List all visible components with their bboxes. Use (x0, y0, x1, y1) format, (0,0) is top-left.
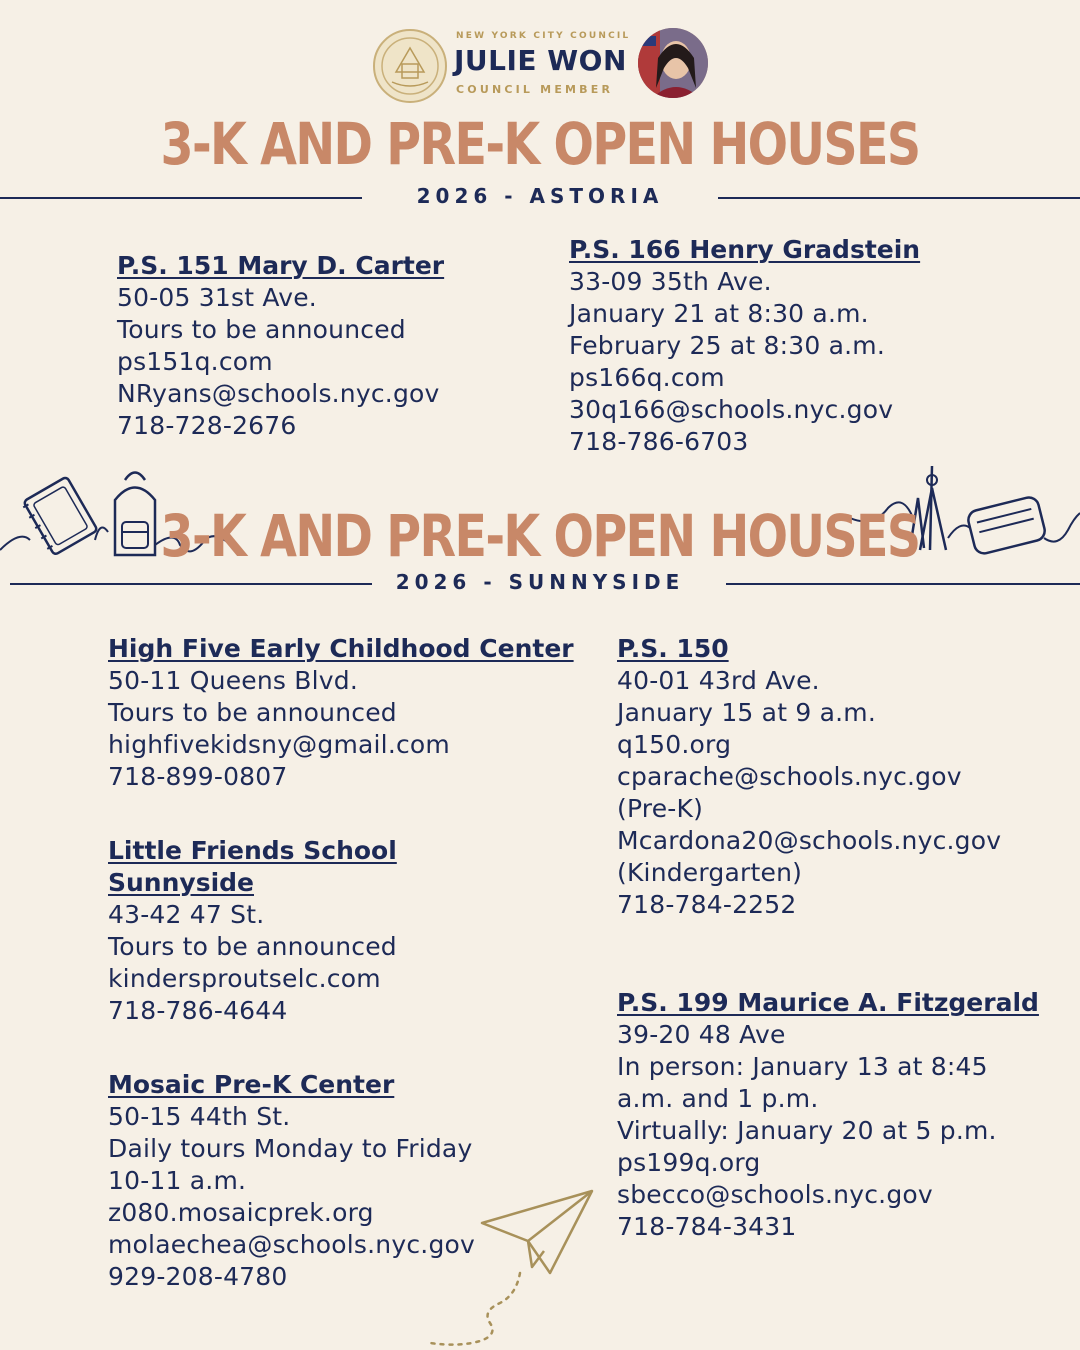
section-subtitle-astoria: 2026 - ASTORIA (416, 184, 664, 208)
school-name: P.S. 150 (617, 634, 729, 663)
address: 50-15 44th St. (108, 1102, 291, 1131)
email: 30q166@schools.nyc.gov (569, 395, 894, 424)
school-name: Little Friends School (108, 836, 397, 865)
phone: 718-728-2676 (117, 411, 297, 440)
email: Mcardona20@schools.nyc.gov (617, 826, 1002, 855)
tour-date: February 25 at 8:30 a.m. (569, 331, 886, 360)
section-subtitle-sunnyside: 2026 - SUNNYSIDE (395, 570, 685, 594)
tour-date: January 21 at 8:30 a.m. (569, 299, 869, 328)
tour-info: Tours to be announced (108, 932, 397, 961)
school-name: P.S. 151 Mary D. Carter (117, 251, 445, 280)
website: ps199q.org (617, 1148, 761, 1177)
tour-date: January 15 at 9 a.m. (617, 698, 876, 727)
website: kindersproutselc.com (108, 964, 381, 993)
school-name-cont: Sunnyside (108, 868, 254, 897)
divider-right (726, 583, 1080, 585)
email: cparache@schools.nyc.gov (617, 762, 962, 791)
avatar (638, 28, 708, 98)
tour-info: Tours to be announced (117, 315, 406, 344)
phone: 718-786-4644 (108, 996, 288, 1025)
email-note: (Pre-K) (617, 794, 704, 823)
address: 40-01 43rd Ave. (617, 666, 820, 695)
phone: 718-899-0807 (108, 762, 288, 791)
address: 33-09 35th Ave. (569, 267, 772, 296)
website: q150.org (617, 730, 732, 759)
website: ps166q.com (569, 363, 725, 392)
member-name: JULIE WON (454, 44, 627, 77)
org-line: NEW YORK CITY COUNCIL (456, 31, 631, 41)
tour-info: Daily tours Monday to Friday (108, 1134, 473, 1163)
email: NRyans@schools.nyc.gov (117, 379, 440, 408)
school-little-friends (108, 835, 568, 1027)
section-title-astoria: 3-K AND PRE-K OPEN HOUSES (160, 110, 920, 178)
school-ps166 (569, 234, 1049, 458)
tour-info: In person: January 13 at 8:45 (617, 1052, 988, 1081)
section-title-sunnyside: 3-K AND PRE-K OPEN HOUSES (160, 502, 920, 570)
email: molaechea@schools.nyc.gov (108, 1230, 475, 1259)
address: 50-11 Queens Blvd. (108, 666, 358, 695)
paper-plane-icon (420, 1185, 600, 1350)
tour-time: 10-11 a.m. (108, 1166, 247, 1195)
phone: 718-784-3431 (617, 1212, 797, 1241)
school-high-five (108, 633, 598, 793)
address: 39-20 48 Ave (617, 1020, 786, 1049)
website: z080.mosaicprek.org (108, 1198, 374, 1227)
divider-right (718, 197, 1080, 199)
virtual-tour: Virtually: January 20 at 5 p.m. (617, 1116, 997, 1145)
email: highfivekidsny@gmail.com (108, 730, 450, 759)
tour-info: Tours to be announced (108, 698, 397, 727)
school-name: Mosaic Pre-K Center (108, 1070, 395, 1099)
website: ps151q.com (117, 347, 273, 376)
phone: 718-784-2252 (617, 890, 797, 919)
school-name: P.S. 199 Maurice A. Fitzgerald (617, 988, 1039, 1017)
email: sbecco@schools.nyc.gov (617, 1180, 933, 1209)
email-note: (Kindergarten) (617, 858, 803, 887)
role-line: COUNCIL MEMBER (456, 83, 614, 96)
address: 50-05 31st Ave. (117, 283, 317, 312)
tour-info-cont: a.m. and 1 p.m. (617, 1084, 819, 1113)
school-ps151 (117, 250, 557, 442)
phone: 929-208-4780 (108, 1262, 288, 1291)
address: 43-42 47 St. (108, 900, 265, 929)
city-council-seal-icon (372, 28, 448, 104)
phone: 718-786-6703 (569, 427, 749, 456)
school-ps150 (617, 633, 1067, 921)
school-name: P.S. 166 Henry Gradstein (569, 235, 921, 264)
school-ps199 (617, 987, 1067, 1243)
school-name: High Five Early Childhood Center (108, 634, 574, 663)
